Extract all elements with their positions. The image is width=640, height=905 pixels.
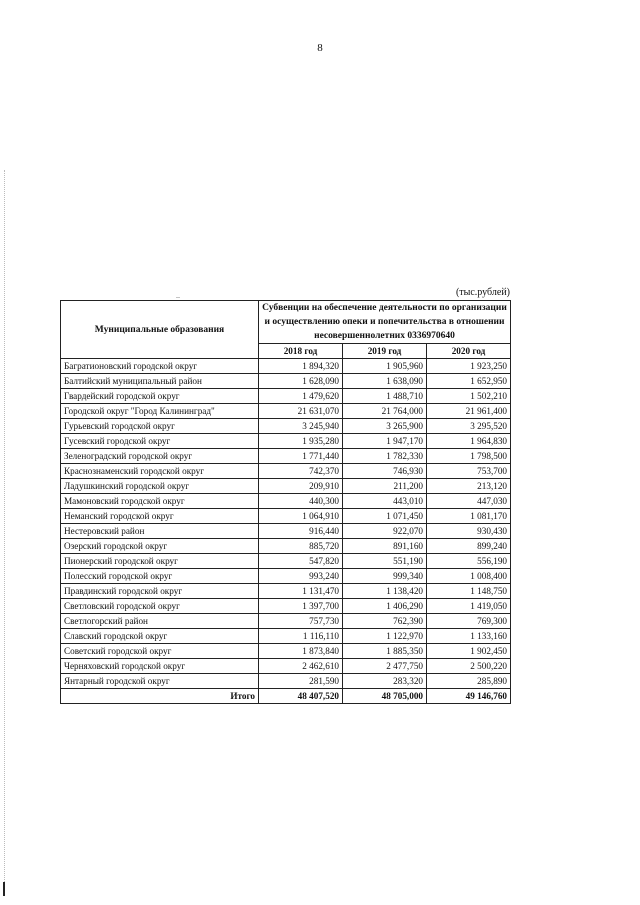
municipality-name: Янтарный городской округ	[61, 674, 259, 689]
value-2019: 762,390	[343, 614, 427, 629]
scan-mark: ..	[176, 291, 180, 300]
value-2020: 2 500,220	[427, 659, 511, 674]
value-2018: 742,370	[259, 464, 343, 479]
value-2020: 21 961,400	[427, 404, 511, 419]
total-row	[61, 689, 511, 704]
table-row	[61, 389, 511, 404]
value-2020: 556,190	[427, 554, 511, 569]
value-2018: 440,300	[259, 494, 343, 509]
value-2020: 1 133,160	[427, 629, 511, 644]
total-2020: 49 146,760	[427, 689, 511, 704]
value-2019: 1 406,290	[343, 599, 427, 614]
municipality-name: Балтийский муниципальный район	[61, 374, 259, 389]
table-row	[61, 554, 511, 569]
table-row	[61, 479, 511, 494]
table-body	[61, 359, 511, 689]
value-2018: 21 631,070	[259, 404, 343, 419]
table-row	[61, 509, 511, 524]
table-row	[61, 629, 511, 644]
table-row	[61, 434, 511, 449]
total-2018: 48 407,520	[259, 689, 343, 704]
value-2019: 21 764,000	[343, 404, 427, 419]
municipality-name: Светлогорский район	[61, 614, 259, 629]
municipality-name: Гвардейский городской округ	[61, 389, 259, 404]
value-2019: 1 905,960	[343, 359, 427, 374]
table-row	[61, 674, 511, 689]
table-row	[61, 404, 511, 419]
municipality-name: Правдинский городской округ	[61, 584, 259, 599]
value-2019: 746,930	[343, 464, 427, 479]
value-2019: 1 488,710	[343, 389, 427, 404]
table-row	[61, 419, 511, 434]
value-2018: 3 245,940	[259, 419, 343, 434]
units-label: (тыс.рублей)	[455, 287, 510, 298]
value-2018: 885,720	[259, 539, 343, 554]
value-2018: 916,440	[259, 524, 343, 539]
value-2020: 930,430	[427, 524, 511, 539]
value-2020: 1 008,400	[427, 569, 511, 584]
municipality-name: Озерский городской округ	[61, 539, 259, 554]
table-row	[61, 599, 511, 614]
value-2020: 1 081,170	[427, 509, 511, 524]
municipality-name: Славский городской округ	[61, 629, 259, 644]
value-2018: 757,730	[259, 614, 343, 629]
value-2020: 769,300	[427, 614, 511, 629]
value-2020: 1 902,450	[427, 644, 511, 659]
value-2018: 1 935,280	[259, 434, 343, 449]
value-2019: 999,340	[343, 569, 427, 584]
value-2018: 993,240	[259, 569, 343, 584]
value-2019: 1 122,970	[343, 629, 427, 644]
municipality-name: Зеленоградский городской округ	[61, 449, 259, 464]
table-row	[61, 569, 511, 584]
value-2019: 211,200	[343, 479, 427, 494]
table-row	[61, 539, 511, 554]
municipality-name: Гусевский городской округ	[61, 434, 259, 449]
value-2019: 551,190	[343, 554, 427, 569]
subventions-table	[60, 300, 511, 704]
value-2018: 1 894,320	[259, 359, 343, 374]
year-header-2020: 2020 год	[427, 344, 511, 359]
municipality-name: Гурьевский городской округ	[61, 419, 259, 434]
value-2018: 1 873,840	[259, 644, 343, 659]
value-2018: 2 462,610	[259, 659, 343, 674]
value-2020: 753,700	[427, 464, 511, 479]
value-2019: 1 885,350	[343, 644, 427, 659]
municipality-name: Нестеровский район	[61, 524, 259, 539]
table-row	[61, 644, 511, 659]
municipality-name: Светловский городской округ	[61, 599, 259, 614]
value-2018: 547,820	[259, 554, 343, 569]
value-2018: 281,590	[259, 674, 343, 689]
value-2018: 209,910	[259, 479, 343, 494]
value-2018: 1 131,470	[259, 584, 343, 599]
value-2019: 891,160	[343, 539, 427, 554]
value-2018: 1 628,090	[259, 374, 343, 389]
value-2020: 1 502,210	[427, 389, 511, 404]
municipality-name: Краснознаменский городской округ	[61, 464, 259, 479]
value-2019: 922,070	[343, 524, 427, 539]
table-row	[61, 464, 511, 479]
value-2020: 1 964,830	[427, 434, 511, 449]
subvention-header: Субвенции на обеспечение деятельности по организации и осуществлению опеки и попечительства в отношении несовершеннолетних 0336970640	[259, 301, 511, 344]
value-2019: 283,320	[343, 674, 427, 689]
table-row	[61, 374, 511, 389]
value-2020: 285,890	[427, 674, 511, 689]
value-2019: 1 947,170	[343, 434, 427, 449]
table-row	[61, 359, 511, 374]
year-header-2019: 2019 год	[343, 344, 427, 359]
value-2019: 1 138,420	[343, 584, 427, 599]
value-2020: 3 295,520	[427, 419, 511, 434]
value-2020: 1 923,250	[427, 359, 511, 374]
value-2019: 1 782,330	[343, 449, 427, 464]
value-2020: 1 652,950	[427, 374, 511, 389]
municipality-name: Ладушкинский городской округ	[61, 479, 259, 494]
municipality-name: Мамоновский городской округ	[61, 494, 259, 509]
municipality-name: Полесский городской округ	[61, 569, 259, 584]
municipality-name: Советский городской округ	[61, 644, 259, 659]
table-row	[61, 584, 511, 599]
municipality-name: Неманский городской округ	[61, 509, 259, 524]
table-row	[61, 614, 511, 629]
value-2019: 443,010	[343, 494, 427, 509]
margin-mark	[3, 882, 5, 896]
value-2019: 2 477,750	[343, 659, 427, 674]
value-2020: 213,120	[427, 479, 511, 494]
municipalities-header: Муниципальные образования	[61, 301, 259, 359]
value-2018: 1 397,700	[259, 599, 343, 614]
value-2018: 1 064,910	[259, 509, 343, 524]
value-2020: 447,030	[427, 494, 511, 509]
municipality-name: Багратионовский городской округ	[61, 359, 259, 374]
page-number: 8	[317, 42, 323, 54]
table-row	[61, 449, 511, 464]
value-2019: 1 638,090	[343, 374, 427, 389]
margin-dotted-line	[4, 170, 6, 890]
value-2019: 1 071,450	[343, 509, 427, 524]
value-2020: 1 798,500	[427, 449, 511, 464]
value-2018: 1 771,440	[259, 449, 343, 464]
municipality-name: Черняховский городской округ	[61, 659, 259, 674]
table-row	[61, 524, 511, 539]
total-2019: 48 705,000	[343, 689, 427, 704]
municipality-name: Городской округ "Город Калининград"	[61, 404, 259, 419]
value-2019: 3 265,900	[343, 419, 427, 434]
value-2020: 1 148,750	[427, 584, 511, 599]
value-2018: 1 479,620	[259, 389, 343, 404]
value-2020: 899,240	[427, 539, 511, 554]
value-2020: 1 419,050	[427, 599, 511, 614]
table-row	[61, 659, 511, 674]
year-header-2018: 2018 год	[259, 344, 343, 359]
total-label: Итого	[61, 689, 259, 704]
value-2018: 1 116,110	[259, 629, 343, 644]
municipality-name: Пионерский городской округ	[61, 554, 259, 569]
table-row	[61, 494, 511, 509]
